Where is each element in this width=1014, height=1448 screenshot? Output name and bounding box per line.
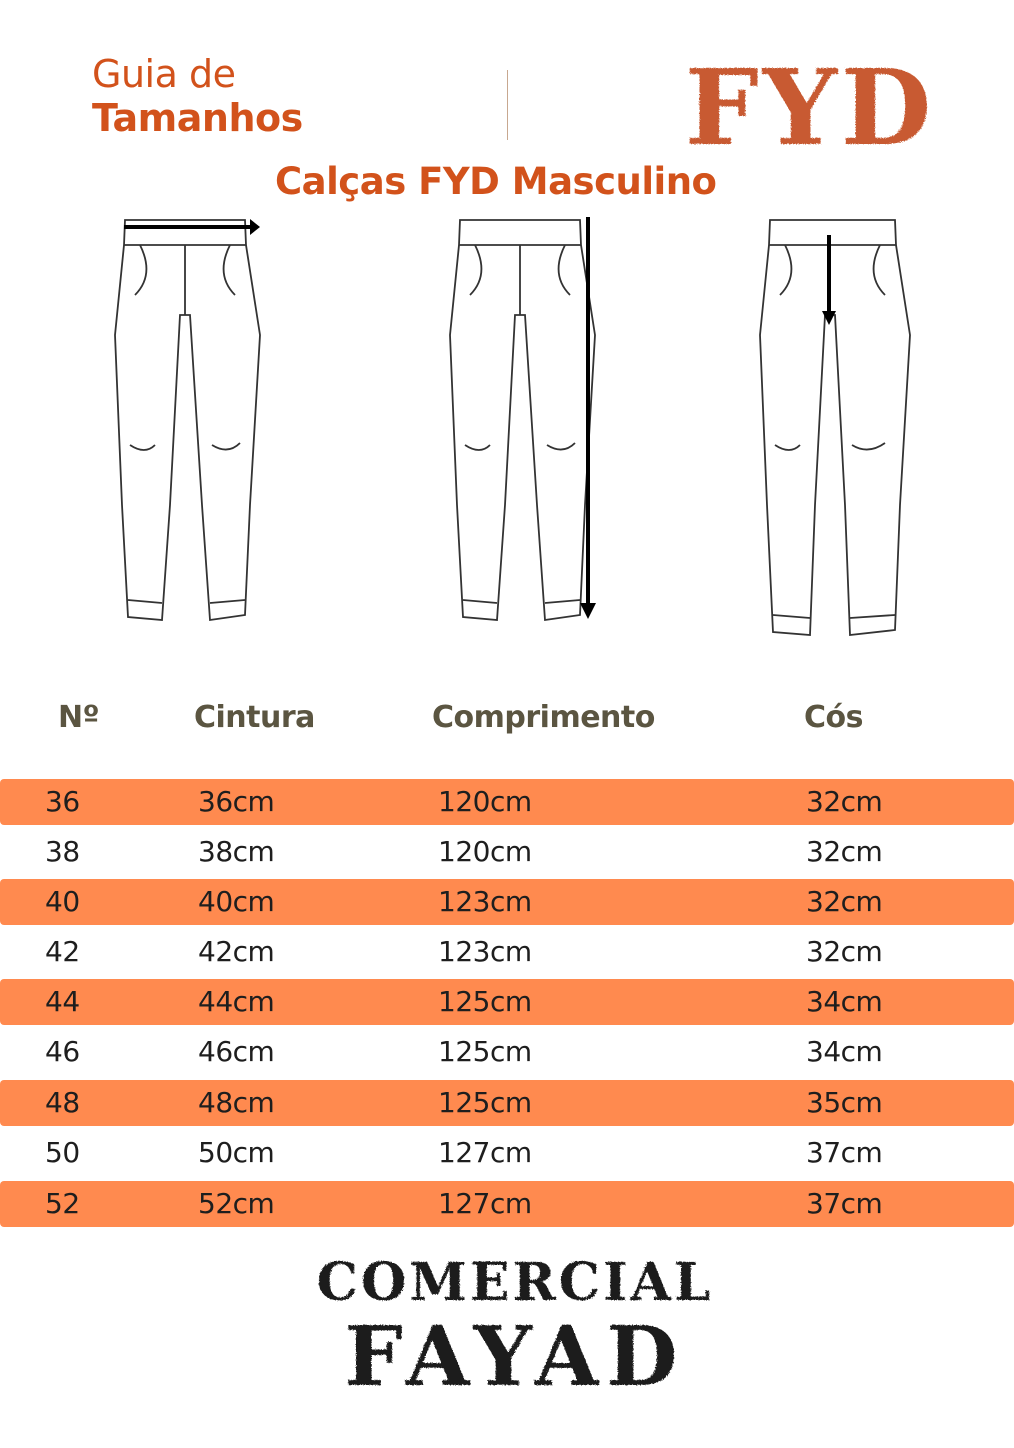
page-title: [92, 52, 303, 140]
cell-rise: 32cm: [806, 785, 883, 818]
table-row: [0, 879, 1014, 925]
table-row: [0, 929, 1014, 975]
header-rise: Cós: [804, 700, 863, 735]
brand-logo: [684, 46, 936, 169]
header-length: Comprimento: [432, 700, 655, 735]
cell-rise: 32cm: [806, 935, 883, 968]
cell-waist: 38cm: [198, 835, 275, 868]
cell-length: 127cm: [438, 1187, 532, 1220]
cell-length: 125cm: [438, 1086, 532, 1119]
cell-size: 50: [45, 1136, 80, 1169]
cell-waist: 48cm: [198, 1086, 275, 1119]
cell-rise: 32cm: [806, 835, 883, 868]
cell-rise: 35cm: [806, 1086, 883, 1119]
page-subtitle: Calças FYD Masculino: [275, 160, 717, 203]
header-divider: [507, 70, 508, 140]
cell-size: 46: [45, 1035, 80, 1068]
table-row: [0, 1080, 1014, 1126]
title-line2: Tamanhos: [92, 96, 303, 140]
cell-size: 48: [45, 1086, 80, 1119]
company-logo: [316, 1245, 714, 1405]
header-number: Nº: [58, 700, 100, 735]
cell-waist: 50cm: [198, 1136, 275, 1169]
pants-length-illustration: [440, 205, 610, 645]
cell-size: 40: [45, 885, 80, 918]
cell-size: 42: [45, 935, 80, 968]
cell-waist: 44cm: [198, 985, 275, 1018]
cell-waist: 52cm: [198, 1187, 275, 1220]
cell-rise: 37cm: [806, 1136, 883, 1169]
cell-size: 36: [45, 785, 80, 818]
cell-length: 123cm: [438, 935, 532, 968]
table-row: [0, 829, 1014, 875]
table-row: [0, 1029, 1014, 1075]
brand-text: FYD: [684, 46, 936, 169]
table-row: [0, 1130, 1014, 1176]
logo-line2: FAYAD: [344, 1309, 686, 1405]
cell-waist: 46cm: [198, 1035, 275, 1068]
cell-rise: 37cm: [806, 1187, 883, 1220]
cell-waist: 42cm: [198, 935, 275, 968]
cell-size: 38: [45, 835, 80, 868]
cell-size: 52: [45, 1187, 80, 1220]
pants-waist-illustration: [100, 205, 270, 645]
table-row: [0, 779, 1014, 825]
cell-length: 125cm: [438, 1035, 532, 1068]
cell-length: 125cm: [438, 985, 532, 1018]
cell-waist: 40cm: [198, 885, 275, 918]
cell-rise: 34cm: [806, 1035, 883, 1068]
table-row: [0, 1181, 1014, 1227]
cell-rise: 34cm: [806, 985, 883, 1018]
title-line1: Guia de: [92, 52, 236, 96]
table-row: [0, 979, 1014, 1025]
logo-line1: COMERCIAL: [316, 1252, 714, 1313]
header-waist: Cintura: [194, 700, 315, 735]
cell-length: 120cm: [438, 785, 532, 818]
pants-rise-illustration: [755, 205, 925, 655]
cell-rise: 32cm: [806, 885, 883, 918]
cell-waist: 36cm: [198, 785, 275, 818]
cell-length: 123cm: [438, 885, 532, 918]
cell-length: 120cm: [438, 835, 532, 868]
cell-size: 44: [45, 985, 80, 1018]
cell-length: 127cm: [438, 1136, 532, 1169]
